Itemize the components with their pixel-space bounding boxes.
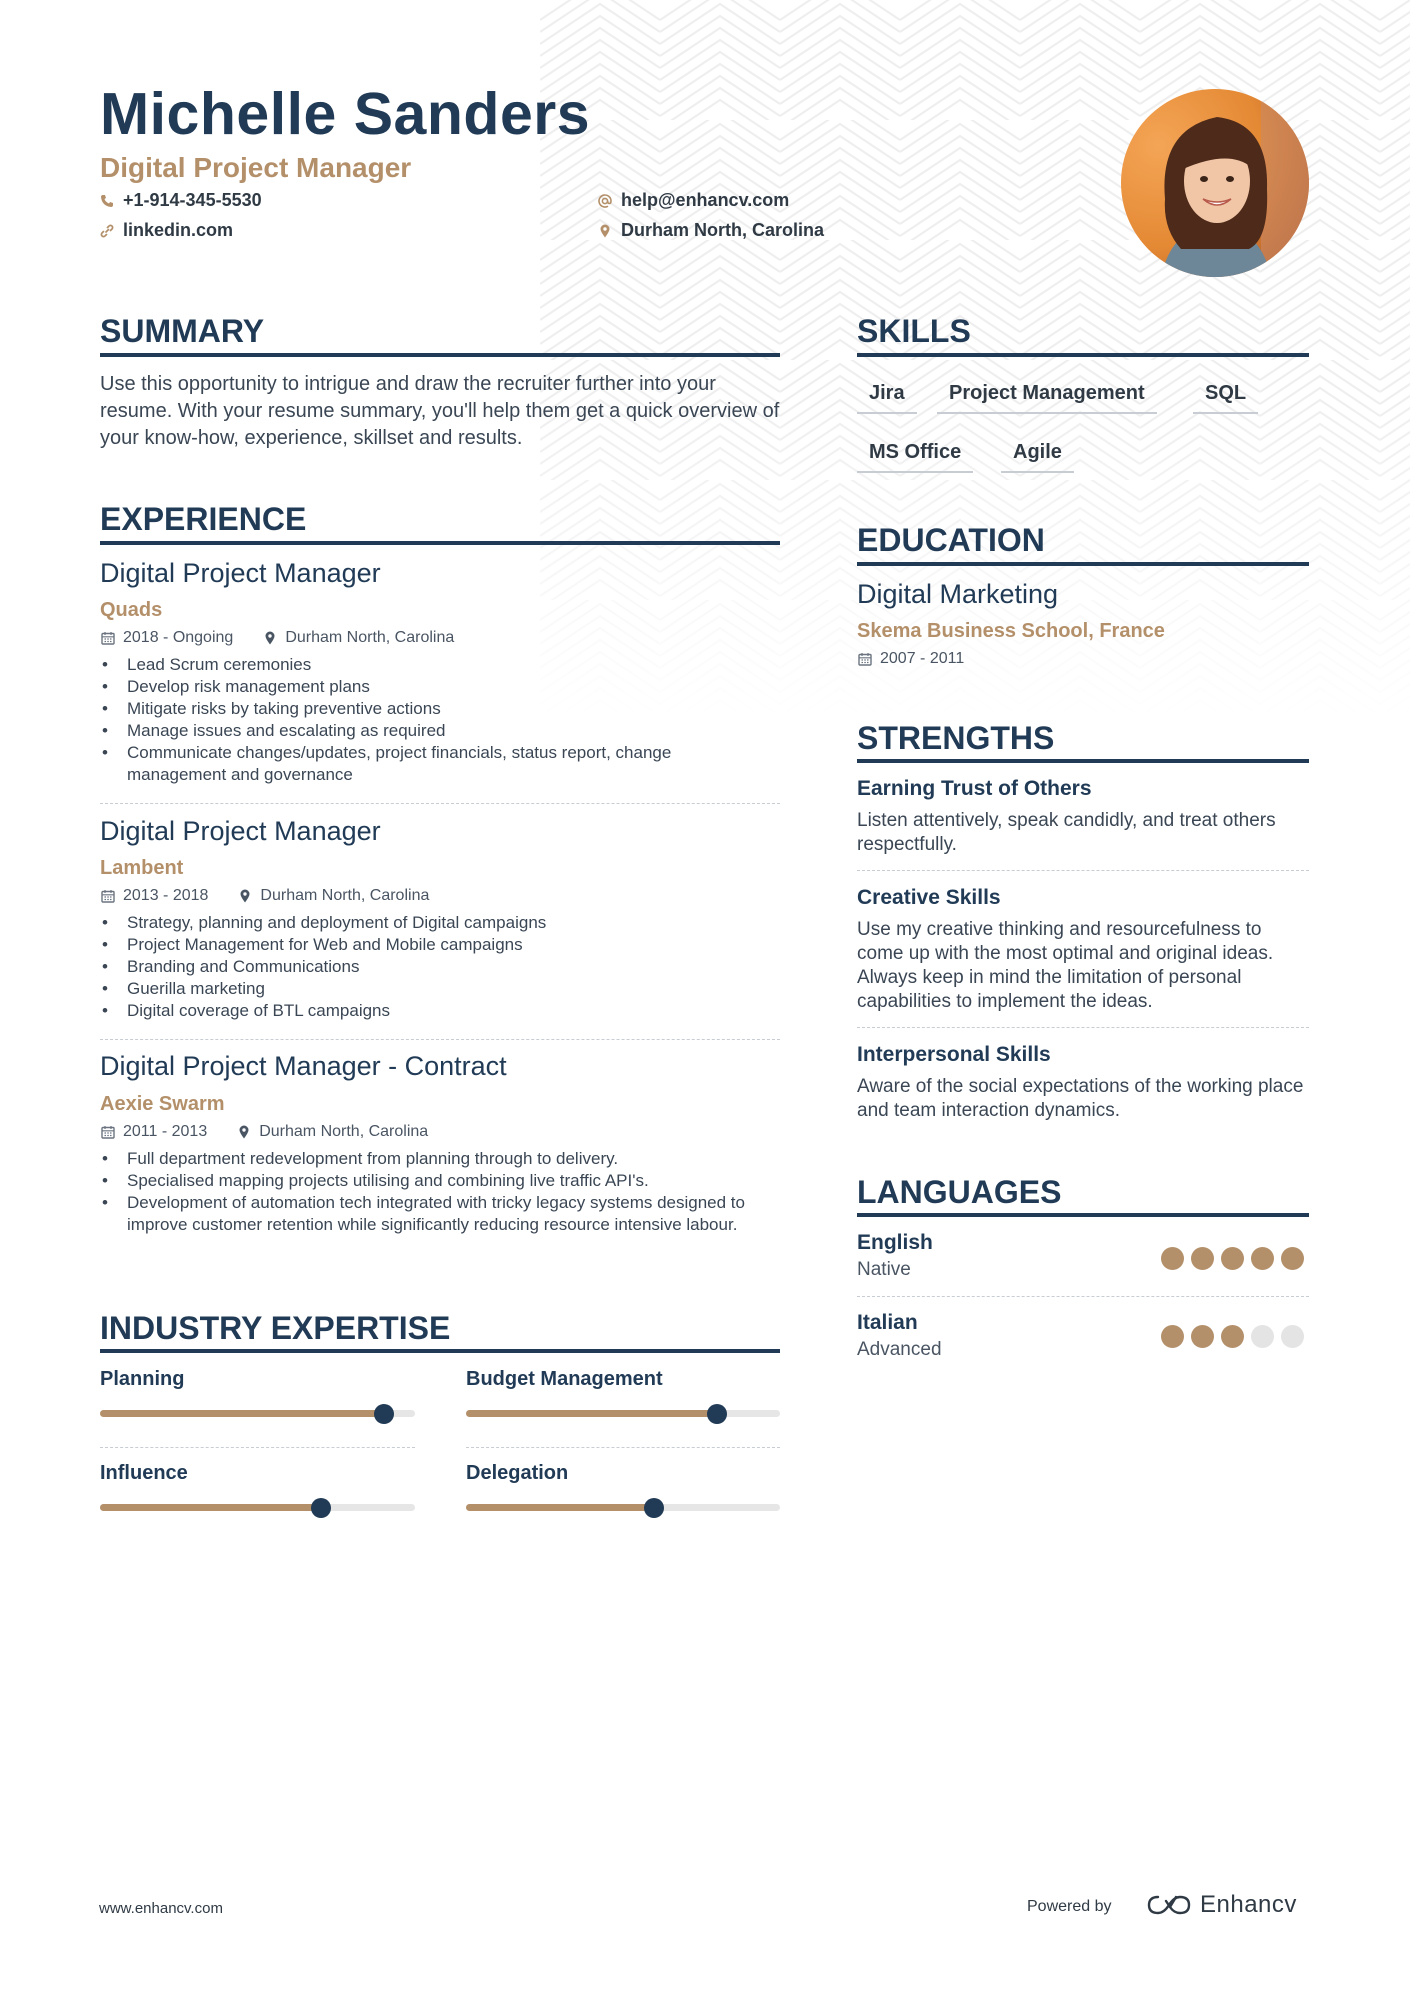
- footer-brand-name: Enhancv: [1200, 1891, 1297, 1918]
- strength-title: Interpersonal Skills: [857, 1043, 1051, 1066]
- rating-dot-filled: [1251, 1247, 1274, 1270]
- calendar-icon: [858, 652, 872, 666]
- expertise-bar-fill: [466, 1410, 717, 1417]
- calendar-icon: [101, 631, 115, 645]
- rating-dot-filled: [1161, 1325, 1184, 1348]
- divider: [100, 1447, 415, 1448]
- job-bullets: [100, 1148, 760, 1236]
- skills-heading: SKILLS: [857, 313, 971, 349]
- languages-rule: [857, 1213, 1309, 1217]
- language-name: English: [857, 1231, 933, 1254]
- expertise-bar-knob: [374, 1404, 394, 1424]
- location-pin-icon: [238, 889, 252, 903]
- expertise-bar-knob: [644, 1498, 664, 1518]
- skill-tag: Jira: [857, 378, 917, 414]
- bullet-item: • Specialised mapping projects utilising and combining live traffic API's.: [100, 1170, 760, 1192]
- bullet-item: • Strategy, planning and deployment of Digital campaigns: [100, 912, 760, 934]
- job-meta: [101, 1123, 428, 1141]
- phone-contact: [100, 190, 262, 211]
- expertise-bar-knob: [707, 1404, 727, 1424]
- strengths-heading: STRENGTHS: [857, 720, 1055, 756]
- bullet-item: • Project Management for Web and Mobile campaigns: [100, 934, 760, 956]
- skill-tag: MS Office: [857, 437, 973, 473]
- bullet-item: • Manage issues and escalating as required: [100, 720, 760, 742]
- expertise-label: Delegation: [466, 1462, 569, 1484]
- linkedin-contact[interactable]: [100, 220, 233, 241]
- rating-dot-empty: [1281, 1325, 1304, 1348]
- expertise-bar-fill: [100, 1410, 384, 1417]
- divider: [100, 1039, 780, 1040]
- rating-dot-filled: [1191, 1325, 1214, 1348]
- education-degree: Digital Marketing: [857, 579, 1059, 609]
- education-school: Skema Business School, France: [857, 620, 1165, 642]
- job-location: Durham North, Carolina: [259, 1123, 429, 1140]
- strength-text: Listen attentively, speak candidly, and treat others respectfully.: [857, 810, 1276, 855]
- job-title: Digital Project Manager: [100, 816, 381, 846]
- expertise-label: Budget Management: [466, 1368, 663, 1390]
- phone-text: +1-914-345-5530: [123, 190, 262, 210]
- email-text[interactable]: help@enhancv.com: [621, 190, 790, 210]
- summary-text: Use this opportunity to intrigue and draw the recruiter further into your resume. With your resume summary, you'll help them get a quick overview of your know-how, experience, skillset and results.: [100, 373, 780, 449]
- expertise-label: Planning: [100, 1368, 185, 1390]
- footer-powered-by: Powered by: [1027, 1898, 1112, 1915]
- job-company: Quads: [100, 599, 163, 621]
- divider: [857, 1296, 1309, 1297]
- job-location: Durham North, Carolina: [285, 629, 455, 646]
- summary-rule: [100, 353, 780, 357]
- rating-dot-filled: [1191, 1247, 1214, 1270]
- rating-dot-filled: [1161, 1247, 1184, 1270]
- job-title: Digital Project Manager - Contract: [100, 1051, 507, 1081]
- language-rating: [1161, 1325, 1311, 1348]
- rating-dot-filled: [1221, 1325, 1244, 1348]
- expertise-label: Influence: [100, 1462, 188, 1484]
- divider: [100, 803, 780, 804]
- divider: [857, 1027, 1309, 1028]
- languages-heading: LANGUAGES: [857, 1174, 1062, 1210]
- expertise-bar-fill: [466, 1504, 654, 1511]
- expertise-bar-fill: [100, 1504, 321, 1511]
- calendar-icon: [101, 1125, 115, 1139]
- expertise-bar: [100, 1410, 415, 1417]
- job-title: Digital Project Manager: [100, 558, 381, 588]
- education-dates: 2007 - 2011: [880, 650, 965, 667]
- expertise-bar: [100, 1504, 415, 1511]
- skills-rule: [857, 353, 1309, 357]
- job-meta: [101, 887, 429, 905]
- profile-photo-graphic: [1121, 89, 1309, 277]
- expertise-rule: [100, 1349, 780, 1353]
- education-meta: [858, 650, 964, 668]
- strength-title: Earning Trust of Others: [857, 777, 1092, 800]
- location-pin-icon: [598, 224, 612, 238]
- at-icon: [598, 194, 612, 208]
- candidate-title: Digital Project Manager: [100, 152, 412, 183]
- divider: [466, 1447, 780, 1448]
- bullet-item: • Development of automation tech integrated with tricky legacy systems designed to improve customer retention while significantly reducing resource intensive labour.: [100, 1192, 760, 1236]
- job-dates: 2011 - 2013: [123, 1123, 208, 1140]
- expertise-bar: [466, 1410, 780, 1417]
- strength-text: Aware of the social expectations of the working place and team interaction dynamics.: [857, 1076, 1304, 1121]
- skill-tag: SQL: [1193, 378, 1258, 414]
- strengths-rule: [857, 759, 1309, 763]
- bullet-item: • Digital coverage of BTL campaigns: [100, 1000, 760, 1022]
- education-heading: EDUCATION: [857, 522, 1045, 558]
- job-bullets: [100, 654, 760, 786]
- job-location: Durham North, Carolina: [260, 887, 430, 904]
- strength-title: Creative Skills: [857, 886, 1001, 909]
- job-company: Aexie Swarm: [100, 1093, 225, 1115]
- skill-tag: Project Management: [937, 378, 1157, 414]
- bullet-item: • Mitigate risks by taking preventive actions: [100, 698, 760, 720]
- experience-rule: [100, 541, 780, 545]
- expertise-heading: INDUSTRY EXPERTISE: [100, 1310, 451, 1346]
- calendar-icon: [101, 889, 115, 903]
- divider: [857, 870, 1309, 871]
- strength-text: Use my creative thinking and resourcefulness to come up with the most optimal and original ideas. Always keep in mind the limitation of personal capabilities to implement the ideas.: [857, 919, 1274, 1012]
- job-dates: 2018 - Ongoing: [123, 629, 234, 646]
- candidate-name: Michelle Sanders: [100, 81, 591, 147]
- enhancv-logo-icon: [1146, 1893, 1192, 1917]
- language-rating: [1161, 1247, 1311, 1270]
- email-contact[interactable]: [598, 190, 789, 211]
- footer-website[interactable]: www.enhancv.com: [99, 1900, 223, 1917]
- skill-tag: Agile: [1001, 437, 1074, 473]
- bullet-item: • Full department redevelopment from planning through to delivery.: [100, 1148, 760, 1170]
- rating-dot-empty: [1251, 1325, 1274, 1348]
- footer-brand[interactable]: [1146, 1891, 1297, 1919]
- language-name: Italian: [857, 1311, 918, 1334]
- linkedin-text[interactable]: linkedin.com: [123, 220, 234, 240]
- location-pin-icon: [263, 631, 277, 645]
- bullet-item: • Branding and Communications: [100, 956, 760, 978]
- language-level: Native: [857, 1259, 911, 1280]
- phone-icon: [100, 194, 114, 208]
- location-contact: [598, 220, 824, 241]
- profile-photo: [1121, 89, 1309, 277]
- link-icon: [100, 224, 114, 238]
- job-company: Lambent: [100, 857, 184, 879]
- resume-header: [100, 80, 1300, 280]
- bullet-item: • Develop risk management plans: [100, 676, 760, 698]
- experience-heading: EXPERIENCE: [100, 501, 307, 537]
- expertise-bar: [466, 1504, 780, 1511]
- location-text: Durham North, Carolina: [621, 220, 825, 240]
- education-rule: [857, 562, 1309, 566]
- job-dates: 2013 - 2018: [123, 887, 209, 904]
- bullet-item: • Communicate changes/updates, project financials, status report, change management and governance: [100, 742, 760, 786]
- language-level: Advanced: [857, 1339, 942, 1360]
- summary-heading: SUMMARY: [100, 313, 265, 349]
- bullet-item: • Lead Scrum ceremonies: [100, 654, 760, 676]
- rating-dot-filled: [1281, 1247, 1304, 1270]
- job-meta: [101, 629, 454, 647]
- rating-dot-filled: [1221, 1247, 1244, 1270]
- job-bullets: [100, 912, 760, 1022]
- expertise-bar-knob: [311, 1498, 331, 1518]
- bullet-item: • Guerilla marketing: [100, 978, 760, 1000]
- location-pin-icon: [237, 1125, 251, 1139]
